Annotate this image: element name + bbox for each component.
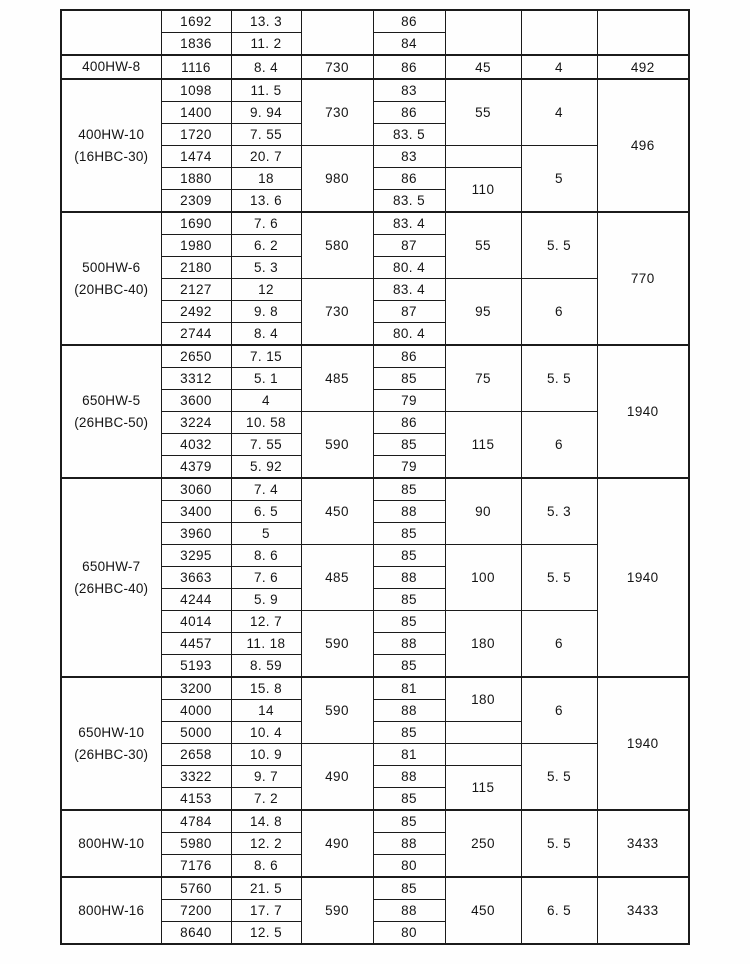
cell-flow: 2127 xyxy=(161,279,231,301)
cell-head: 12. 2 xyxy=(231,833,301,855)
cell-head: 9. 8 xyxy=(231,301,301,323)
cell-power xyxy=(445,744,521,766)
table-row xyxy=(61,810,689,833)
cell-head: 14. 8 xyxy=(231,810,301,833)
cell-efficiency: 88 xyxy=(373,833,445,855)
cell-head: 9. 94 xyxy=(231,102,301,124)
cell-flow: 3060 xyxy=(161,478,231,501)
cell-model: 650HW-7 (26HBC-40) xyxy=(61,478,161,677)
cell-head: 7. 55 xyxy=(231,124,301,146)
cell-flow: 5760 xyxy=(161,877,231,900)
cell-flow: 1836 xyxy=(161,33,231,56)
cell-flow: 3295 xyxy=(161,545,231,567)
cell-flow: 3224 xyxy=(161,412,231,434)
cell-flow: 3312 xyxy=(161,368,231,390)
cell-efficiency: 85 xyxy=(373,434,445,456)
cell-head: 5. 3 xyxy=(231,257,301,279)
cell-head: 5. 1 xyxy=(231,368,301,390)
cell-flow: 1720 xyxy=(161,124,231,146)
cell-model: 800HW-16 xyxy=(61,877,161,944)
cell-power: 90 xyxy=(445,478,521,545)
cell-efficiency: 88 xyxy=(373,900,445,922)
cell-head: 11. 5 xyxy=(231,79,301,102)
cell-efficiency: 88 xyxy=(373,766,445,788)
cell-efficiency: 88 xyxy=(373,567,445,589)
cell-power: 180 xyxy=(445,677,521,722)
cell-head: 11. 2 xyxy=(231,33,301,56)
cell-weight: 770 xyxy=(597,212,689,345)
cell-flow: 5000 xyxy=(161,722,231,744)
cell-speed xyxy=(301,10,373,55)
cell-flow: 1690 xyxy=(161,212,231,235)
cell-flow: 4379 xyxy=(161,456,231,479)
cell-npsh: 5. 3 xyxy=(521,478,597,545)
cell-head: 14 xyxy=(231,700,301,722)
cell-npsh: 6 xyxy=(521,412,597,479)
cell-efficiency: 88 xyxy=(373,700,445,722)
cell-model: 650HW-10 (26HBC-30) xyxy=(61,677,161,810)
cell-efficiency: 80. 4 xyxy=(373,257,445,279)
pump-table-body xyxy=(61,10,689,944)
cell-model xyxy=(61,10,161,55)
cell-head: 10. 4 xyxy=(231,722,301,744)
cell-power: 110 xyxy=(445,168,521,213)
cell-model: 800HW-10 xyxy=(61,810,161,877)
cell-flow: 5193 xyxy=(161,655,231,678)
cell-npsh: 6 xyxy=(521,611,597,678)
cell-flow: 3663 xyxy=(161,567,231,589)
cell-efficiency: 85 xyxy=(373,722,445,744)
cell-npsh: 5. 5 xyxy=(521,212,597,279)
cell-efficiency: 85 xyxy=(373,788,445,811)
cell-head: 12. 5 xyxy=(231,922,301,945)
cell-npsh: 6 xyxy=(521,279,597,346)
cell-efficiency: 87 xyxy=(373,301,445,323)
cell-head: 10. 9 xyxy=(231,744,301,766)
cell-flow: 3322 xyxy=(161,766,231,788)
cell-power: 95 xyxy=(445,279,521,346)
cell-head: 20. 7 xyxy=(231,146,301,168)
cell-speed: 580 xyxy=(301,212,373,279)
cell-head: 7. 6 xyxy=(231,212,301,235)
cell-efficiency: 80 xyxy=(373,855,445,878)
cell-efficiency: 83. 5 xyxy=(373,190,445,213)
cell-efficiency: 79 xyxy=(373,390,445,412)
cell-head: 4 xyxy=(231,390,301,412)
cell-head: 13. 6 xyxy=(231,190,301,213)
cell-flow: 4457 xyxy=(161,633,231,655)
cell-power xyxy=(445,146,521,168)
cell-head: 7. 55 xyxy=(231,434,301,456)
cell-head: 8. 59 xyxy=(231,655,301,678)
cell-head: 7. 2 xyxy=(231,788,301,811)
cell-power: 75 xyxy=(445,345,521,412)
cell-speed: 590 xyxy=(301,877,373,944)
cell-efficiency: 80. 4 xyxy=(373,323,445,346)
cell-flow: 2650 xyxy=(161,345,231,368)
cell-efficiency: 86 xyxy=(373,345,445,368)
cell-model: 650HW-5 (26HBC-50) xyxy=(61,345,161,478)
cell-efficiency: 88 xyxy=(373,501,445,523)
cell-head: 9. 7 xyxy=(231,766,301,788)
cell-flow: 4032 xyxy=(161,434,231,456)
cell-flow: 5980 xyxy=(161,833,231,855)
cell-flow: 1692 xyxy=(161,10,231,33)
cell-npsh: 6. 5 xyxy=(521,877,597,944)
cell-head: 6. 2 xyxy=(231,235,301,257)
cell-head: 8. 4 xyxy=(231,55,301,79)
cell-efficiency: 85 xyxy=(373,611,445,633)
table-row xyxy=(61,677,689,700)
cell-npsh: 5. 5 xyxy=(521,545,597,611)
cell-speed: 590 xyxy=(301,412,373,479)
cell-efficiency: 87 xyxy=(373,235,445,257)
table-row xyxy=(61,877,689,900)
cell-flow: 1880 xyxy=(161,168,231,190)
cell-head: 12. 7 xyxy=(231,611,301,633)
cell-head: 17. 7 xyxy=(231,900,301,922)
cell-weight: 1940 xyxy=(597,345,689,478)
cell-efficiency: 81 xyxy=(373,744,445,766)
cell-weight: 496 xyxy=(597,79,689,212)
table-row xyxy=(61,55,689,79)
cell-efficiency: 85 xyxy=(373,655,445,678)
cell-power: 55 xyxy=(445,79,521,146)
cell-efficiency: 88 xyxy=(373,633,445,655)
cell-efficiency: 83. 4 xyxy=(373,279,445,301)
cell-flow: 2744 xyxy=(161,323,231,346)
cell-flow: 2309 xyxy=(161,190,231,213)
cell-head: 7. 4 xyxy=(231,478,301,501)
cell-npsh: 4 xyxy=(521,55,597,79)
cell-flow: 3960 xyxy=(161,523,231,545)
cell-speed: 730 xyxy=(301,55,373,79)
cell-head: 10. 58 xyxy=(231,412,301,434)
cell-efficiency: 85 xyxy=(373,545,445,567)
cell-power: 450 xyxy=(445,877,521,944)
cell-model: 500HW-6 (20HBC-40) xyxy=(61,212,161,345)
cell-weight: 3433 xyxy=(597,877,689,944)
cell-efficiency: 85 xyxy=(373,810,445,833)
cell-power: 100 xyxy=(445,545,521,611)
cell-flow: 1474 xyxy=(161,146,231,168)
cell-efficiency: 86 xyxy=(373,412,445,434)
cell-npsh: 5 xyxy=(521,146,597,213)
cell-head: 5. 92 xyxy=(231,456,301,479)
cell-head: 6. 5 xyxy=(231,501,301,523)
cell-head: 12 xyxy=(231,279,301,301)
cell-flow: 1980 xyxy=(161,235,231,257)
cell-flow: 2180 xyxy=(161,257,231,279)
cell-efficiency: 85 xyxy=(373,523,445,545)
cell-efficiency: 85 xyxy=(373,589,445,611)
table-row xyxy=(61,10,689,33)
cell-flow: 8640 xyxy=(161,922,231,945)
cell-power: 180 xyxy=(445,611,521,678)
cell-head: 8. 6 xyxy=(231,855,301,878)
cell-flow: 3400 xyxy=(161,501,231,523)
cell-speed: 730 xyxy=(301,279,373,346)
cell-efficiency: 85 xyxy=(373,478,445,501)
cell-npsh: 5. 5 xyxy=(521,810,597,877)
cell-speed: 730 xyxy=(301,79,373,146)
cell-model: 400HW-8 xyxy=(61,55,161,79)
table-row xyxy=(61,212,689,235)
cell-flow: 7176 xyxy=(161,855,231,878)
cell-efficiency: 83 xyxy=(373,146,445,168)
cell-flow: 4014 xyxy=(161,611,231,633)
cell-flow: 3200 xyxy=(161,677,231,700)
cell-efficiency: 80 xyxy=(373,922,445,945)
cell-power: 115 xyxy=(445,412,521,479)
cell-model: 400HW-10 (16HBC-30) xyxy=(61,79,161,212)
cell-flow: 1400 xyxy=(161,102,231,124)
cell-efficiency: 81 xyxy=(373,677,445,700)
cell-power: 250 xyxy=(445,810,521,877)
cell-speed: 590 xyxy=(301,611,373,678)
table-row xyxy=(61,345,689,368)
cell-flow: 2658 xyxy=(161,744,231,766)
cell-head: 8. 4 xyxy=(231,323,301,346)
cell-flow: 4153 xyxy=(161,788,231,811)
cell-head: 11. 18 xyxy=(231,633,301,655)
cell-head: 5 xyxy=(231,523,301,545)
cell-weight: 492 xyxy=(597,55,689,79)
cell-efficiency: 86 xyxy=(373,102,445,124)
cell-speed: 490 xyxy=(301,744,373,811)
cell-weight: 1940 xyxy=(597,478,689,677)
cell-power: 115 xyxy=(445,766,521,811)
cell-efficiency: 85 xyxy=(373,368,445,390)
cell-efficiency: 79 xyxy=(373,456,445,479)
cell-npsh xyxy=(521,10,597,55)
cell-head: 13. 3 xyxy=(231,10,301,33)
cell-efficiency: 83. 5 xyxy=(373,124,445,146)
cell-flow: 4784 xyxy=(161,810,231,833)
cell-flow: 7200 xyxy=(161,900,231,922)
cell-weight xyxy=(597,10,689,55)
cell-weight: 3433 xyxy=(597,810,689,877)
cell-speed: 490 xyxy=(301,810,373,877)
cell-flow: 4000 xyxy=(161,700,231,722)
cell-efficiency: 86 xyxy=(373,168,445,190)
cell-efficiency: 84 xyxy=(373,33,445,56)
cell-flow: 4244 xyxy=(161,589,231,611)
cell-speed: 590 xyxy=(301,677,373,744)
cell-head: 21. 5 xyxy=(231,877,301,900)
cell-power: 55 xyxy=(445,212,521,279)
cell-weight: 1940 xyxy=(597,677,689,810)
cell-speed: 980 xyxy=(301,146,373,213)
cell-head: 15. 8 xyxy=(231,677,301,700)
cell-speed: 450 xyxy=(301,478,373,545)
table-row xyxy=(61,478,689,501)
cell-head: 5. 9 xyxy=(231,589,301,611)
cell-flow: 3600 xyxy=(161,390,231,412)
cell-npsh: 5. 5 xyxy=(521,744,597,811)
cell-flow: 1116 xyxy=(161,55,231,79)
cell-power: 45 xyxy=(445,55,521,79)
cell-efficiency: 86 xyxy=(373,55,445,79)
cell-flow: 2492 xyxy=(161,301,231,323)
cell-power xyxy=(445,10,521,55)
cell-npsh: 4 xyxy=(521,79,597,146)
cell-head: 8. 6 xyxy=(231,545,301,567)
cell-speed: 485 xyxy=(301,545,373,611)
cell-npsh: 6 xyxy=(521,677,597,744)
cell-flow: 1098 xyxy=(161,79,231,102)
table-row xyxy=(61,79,689,102)
cell-efficiency: 86 xyxy=(373,10,445,33)
cell-speed: 485 xyxy=(301,345,373,412)
pump-spec-table xyxy=(60,9,690,945)
cell-efficiency: 83 xyxy=(373,79,445,102)
cell-efficiency: 83. 4 xyxy=(373,212,445,235)
cell-head: 7. 15 xyxy=(231,345,301,368)
cell-head: 7. 6 xyxy=(231,567,301,589)
cell-power xyxy=(445,722,521,744)
cell-npsh: 5. 5 xyxy=(521,345,597,412)
cell-head: 18 xyxy=(231,168,301,190)
cell-efficiency: 85 xyxy=(373,877,445,900)
